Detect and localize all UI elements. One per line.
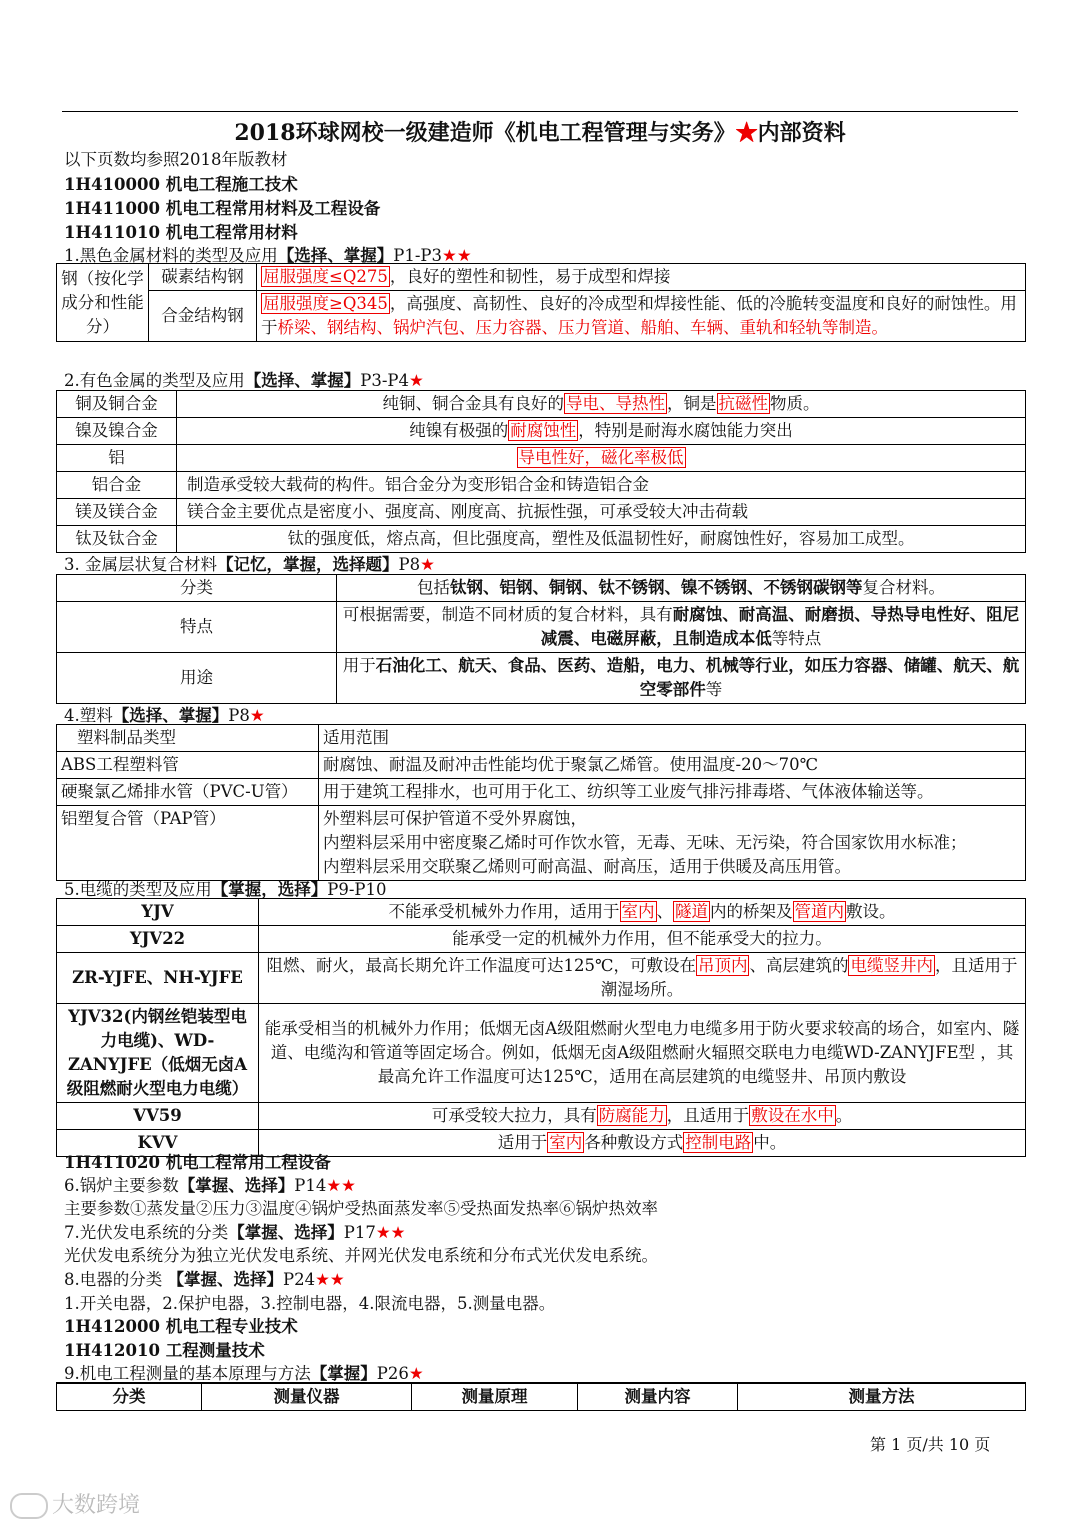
page-number: 第 1 页/共 10 页 xyxy=(870,1435,991,1454)
document-title: 2018环球网校一级建造师《机电工程管理与实务》★内部资料 xyxy=(234,120,846,146)
plastics-table xyxy=(56,724,1026,881)
table-cell: 能承受相当的机械外力作用；低烟无卤A级阻燃耐火型电力电缆多用于防火要求较高的场合，如室内、隧道、电缆沟和管道等固定场合。例如，低烟无卤A级阻燃耐火辐照交联电力电缆WD-ZANYJFE型 ，其最高允许工作温度可达125℃，适用在高层建筑的电缆竖井、吊顶内敷设 xyxy=(259,1004,1026,1103)
table-cell: VV59 xyxy=(57,1103,259,1130)
top-rule xyxy=(62,111,1018,112)
table-cell: YJV xyxy=(57,899,259,926)
table-cell: 阻燃、耐火，最高长期允许工作温度可达125℃，可敷设在 吊顶内 、高层建筑的 电缆竖井内 ，且适用于潮湿场所。 xyxy=(259,953,1026,1004)
table-cell: 不能承受机械外力作用，适用于 室内 、 隧道 内的桥架及 管道内 敷设。 xyxy=(259,899,1026,926)
heading-survey: 1H412010 工程测量技术 xyxy=(64,1341,265,1360)
section-1-title: 1.黑色金属材料的类型及应用【选择、掌握】P1-P3★★ xyxy=(64,246,472,265)
table-cell: 用于建筑工程排水，也可用于化工、纺织等工业废气排污排毒塔、气体液体输送等。 xyxy=(319,779,1026,806)
table-cell: 可承受较大拉力，具有 防腐能力 ，且适用于 敷设在水中 。 xyxy=(259,1103,1026,1130)
section-7-body: 光伏发电系统分为独立光伏发电系统、并网光伏发电系统和分布式光伏发电系统。 xyxy=(64,1246,658,1265)
table-cell: 适用于 室内 各种敷设方式 控制电路 中。 xyxy=(259,1130,1026,1157)
table-cell: 特点 xyxy=(57,602,337,653)
table-cell: 能承受一定的机械外力作用，但不能承受大的拉力。 xyxy=(259,926,1026,953)
table-row xyxy=(57,926,1026,953)
table-row xyxy=(57,526,1026,553)
table-row xyxy=(57,1004,1026,1103)
watermark: 大数跨境 xyxy=(10,1488,140,1519)
table-row xyxy=(57,418,1026,445)
table-cell: ABS工程塑料管 xyxy=(57,752,319,779)
table-cell: 铝塑复合管（PAP管） xyxy=(57,806,319,881)
table-row xyxy=(57,752,1026,779)
table-row xyxy=(57,953,1026,1004)
table-row xyxy=(57,725,1026,752)
table-header-cell: 测量原理 xyxy=(412,1383,578,1411)
section-6-title: 6.锅炉主要参数【掌握、选择】P14★★ xyxy=(64,1176,356,1195)
watermark-logo-icon xyxy=(10,1493,48,1519)
table-header-cell: 适用范围 xyxy=(319,725,1026,752)
table-row xyxy=(57,779,1026,806)
section-6-body: 主要参数①蒸发量②压力③温度④锅炉受热面蒸发率⑤受热面发热率⑥锅炉热效率 xyxy=(64,1199,658,1218)
table-cell: 铝合金 xyxy=(57,472,177,499)
table-cell: 分类 xyxy=(57,575,337,602)
section-2-title: 2.有色金属的类型及应用【选择、掌握】P3-P4★ xyxy=(64,371,424,390)
table-row xyxy=(57,602,1026,653)
table-row xyxy=(57,264,1026,291)
table-cell: 包括钛钢、铝钢、铜钢、钛不锈钢、镍不锈钢、不锈钢碳钢等复合材料。 xyxy=(337,575,1026,602)
table-cell: 用于石油化工、航天、食品、医药、造船，电力、机械等行业，如压力容器、储罐、航天、航空零部件等 xyxy=(337,653,1026,704)
table-cell: 外塑料层可保护管道不受外界腐蚀， 内塑料层采用中密度聚乙烯时可作饮水管，无毒、无味、无污染，符合国家饮用水标准； 内塑料层采用交联聚乙烯则可耐高温、耐高压，适用于供暖及高压用管。 xyxy=(319,806,1026,881)
table-header-cell: 测量仪器 xyxy=(202,1383,412,1411)
nonferrous-metal-table xyxy=(56,390,1026,553)
table-cell: 可根据需要，制造不同材质的复合材料，具有耐腐蚀、耐高温、耐磨损、导热导电性好、阻尼减震、电磁屏蔽，且制造成本低等特点 xyxy=(337,602,1026,653)
table-row xyxy=(57,806,1026,881)
intro-text: 以下页数均参照2018年版教材 xyxy=(64,150,288,169)
table-header-cell: 分类 xyxy=(57,1383,202,1411)
table-header-cell: 塑料制品类型 xyxy=(57,725,319,752)
section-7-title: 7.光伏发电系统的分类【掌握、选择】P17★★ xyxy=(64,1223,406,1242)
section-9-title: 9.机电工程测量的基本原理与方法【掌握】P26★ xyxy=(64,1364,424,1383)
table-cell: 耐腐蚀、耐温及耐冲击性能均优于聚氯乙烯管。使用温度-20～70℃ xyxy=(319,752,1026,779)
table-cell: 钢（按化学成分和性能分） xyxy=(57,264,149,342)
table-cell: 碳素结构钢 xyxy=(149,264,257,291)
table-cell: 纯铜、铜合金具有良好的 导电、导热性 ，铜是 抗磁性 物质。 xyxy=(177,391,1026,418)
table-cell: 镁及镁合金 xyxy=(57,499,177,526)
heading-3: 1H411010 机电工程常用材料 xyxy=(64,223,298,242)
table-row xyxy=(57,291,1026,342)
table-header-cell: 测量方法 xyxy=(738,1383,1026,1411)
survey-table xyxy=(56,1382,1026,1411)
table-cell: 镁合金主要优点是密度小、强度高、刚度高、抗振性强，可承受较大冲击荷载 xyxy=(177,499,1026,526)
section-8-title: 8.电器的分类 【掌握、选择】P24★★ xyxy=(64,1270,345,1289)
table-row xyxy=(57,653,1026,704)
table-row xyxy=(57,899,1026,926)
table-row xyxy=(57,1103,1026,1130)
section-3-title: 3. 金属层状复合材料【记忆，掌握，选择题】P8★ xyxy=(64,555,435,574)
table-cell: 屈服强度≤Q275 ，良好的塑性和韧性，易于成型和焊接 xyxy=(257,264,1026,291)
section-5-title: 5.电缆的类型及应用【掌握，选择】P9-P10 xyxy=(64,880,387,899)
section-8-body: 1.开关电器，2.保护电器，3.控制电器，4.限流电器，5.测量电器。 xyxy=(64,1294,556,1313)
table-cell: 合金结构钢 xyxy=(149,291,257,342)
table-cell: YJV22 xyxy=(57,926,259,953)
table-cell: 导电性好，磁化率极低 xyxy=(177,445,1026,472)
table-cell: 用途 xyxy=(57,653,337,704)
heading-2: 1H411000 机电工程常用材料及工程设备 xyxy=(64,199,381,218)
table-cell: 钛及钛合金 xyxy=(57,526,177,553)
table-header-cell: 测量内容 xyxy=(578,1383,738,1411)
table-cell: 制造承受较大载荷的构件。铝合金分为变形铝合金和铸造铝合金 xyxy=(177,472,1026,499)
table-cell: 铜及铜合金 xyxy=(57,391,177,418)
table-row xyxy=(57,445,1026,472)
table-row xyxy=(57,575,1026,602)
table-row xyxy=(57,1383,1026,1411)
cable-table xyxy=(56,898,1026,1157)
table-cell: 钛的强度低，熔点高，但比强度高，塑性及低温韧性好，耐腐蚀性好，容易加工成型。 xyxy=(177,526,1026,553)
table-cell: YJV32(内钢丝铠装型电力电缆)、WD-ZANYJFE（低烟无卤A级阻燃耐火型电力电缆） xyxy=(57,1004,259,1103)
table-cell: 镍及镍合金 xyxy=(57,418,177,445)
table-cell: 硬聚氯乙烯排水管（PVC-U管） xyxy=(57,779,319,806)
heading-equipment: 1H411020 机电工程常用工程设备 xyxy=(64,1153,331,1172)
table-cell: 纯镍有极强的 耐腐蚀性 ，特别是耐海水腐蚀能力突出 xyxy=(177,418,1026,445)
table-row xyxy=(57,472,1026,499)
table-cell: KVV xyxy=(57,1130,259,1157)
table-cell: ZR-YJFE、NH-YJFE xyxy=(57,953,259,1004)
table-row xyxy=(57,391,1026,418)
ferrous-metal-table xyxy=(56,263,1026,342)
table-cell: 屈服强度≥Q345 ，高强度、高韧性、良好的冷成型和焊接性能、低的冷脆转变温度和良好的耐蚀性。用于桥梁、钢结构、锅炉汽包、压力容器、压力管道、船舶、车辆、重轨和轻轨等制造。 xyxy=(257,291,1026,342)
heading-1: 1H410000 机电工程施工技术 xyxy=(64,175,298,194)
heading-specialty: 1H412000 机电工程专业技术 xyxy=(64,1317,298,1336)
section-4-title: 4.塑料【选择、掌握】P8★ xyxy=(64,706,265,725)
table-row xyxy=(57,499,1026,526)
table-cell: 铝 xyxy=(57,445,177,472)
composite-material-table xyxy=(56,574,1026,704)
